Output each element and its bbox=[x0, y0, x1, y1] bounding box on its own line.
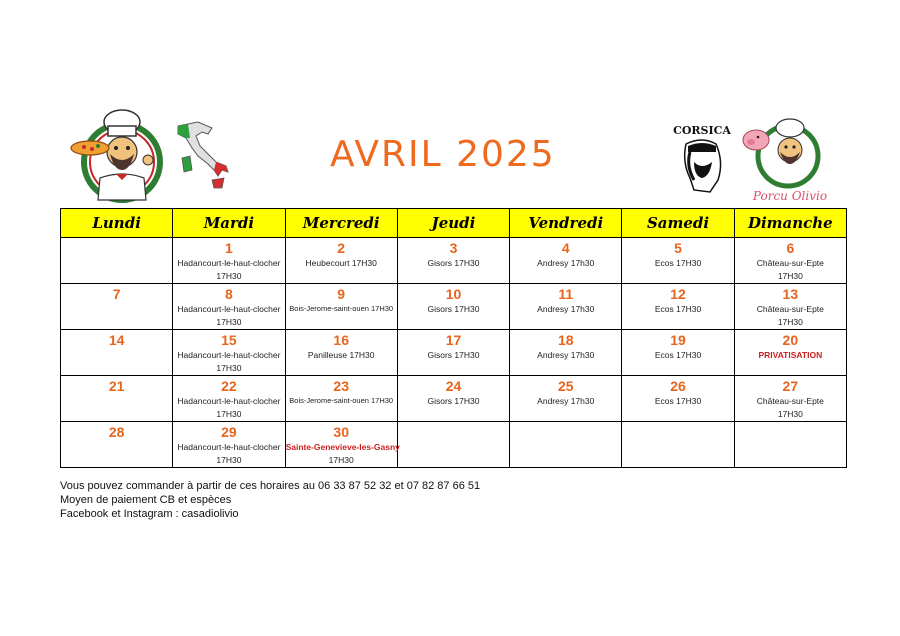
calendar-day-cell bbox=[734, 376, 846, 422]
day-number: 2 bbox=[337, 240, 346, 256]
calendar-day-cell bbox=[61, 376, 173, 422]
calendar-day-cell bbox=[173, 330, 285, 376]
day-number: 15 bbox=[221, 332, 237, 348]
location-text: Ecos 17H30 bbox=[654, 350, 702, 360]
chef-pizza-logo bbox=[70, 108, 162, 204]
day-number: 6 bbox=[786, 240, 795, 256]
day-number: 21 bbox=[108, 378, 125, 394]
day-number: 18 bbox=[557, 332, 574, 348]
location-text: Panilleuse 17H30 bbox=[307, 350, 375, 360]
time-text: 17H30 bbox=[216, 271, 242, 281]
calendar-day-cell bbox=[61, 330, 173, 376]
calendar-day-cell bbox=[397, 330, 509, 376]
time-text: 17H30 bbox=[216, 455, 242, 465]
day-number: 27 bbox=[782, 378, 799, 394]
calendar-week-row bbox=[61, 238, 847, 284]
day-number: 4 bbox=[561, 240, 570, 256]
calendar-day-cell bbox=[397, 284, 509, 330]
location-text: Ecos 17H30 bbox=[654, 258, 702, 268]
signature-logo-text: Porcu Olivio bbox=[752, 189, 828, 203]
calendar-day-cell bbox=[285, 422, 400, 468]
location-text: Hadancourt-le-haut-clocher bbox=[177, 350, 281, 360]
weekday-header: Dimanche bbox=[734, 209, 846, 238]
page-title: AVRIL 2025 bbox=[330, 134, 556, 175]
calendar-day-cell bbox=[510, 422, 622, 468]
calendar-day-cell bbox=[285, 284, 397, 330]
location-text: Bois-Jerome-saint-ouen 17H30 bbox=[289, 304, 394, 313]
calendar-day-cell bbox=[61, 284, 173, 330]
location-text: Gisors 17H30 bbox=[427, 350, 480, 360]
location-text: Bois-Jerome-saint-ouen 17H30 bbox=[289, 396, 394, 405]
location-text: Hadancourt-le-haut-clocher bbox=[177, 442, 281, 452]
day-number: 28 bbox=[108, 424, 125, 440]
day-number: 14 bbox=[108, 332, 125, 348]
day-number: 20 bbox=[782, 332, 799, 348]
calendar-day-cell bbox=[173, 284, 285, 330]
calendar-day-cell bbox=[734, 330, 846, 376]
location-text: Château-sur-Epte bbox=[756, 396, 824, 406]
calendar-table bbox=[60, 208, 847, 468]
calendar-day-cell bbox=[61, 238, 173, 284]
day-number: 22 bbox=[221, 378, 237, 394]
calendar-day-cell bbox=[734, 422, 846, 468]
calendar-day-cell bbox=[285, 330, 397, 376]
location-text: Gisors 17H30 bbox=[427, 304, 480, 314]
time-text: 17H30 bbox=[777, 317, 803, 327]
calendar-body bbox=[61, 238, 847, 468]
weekday-header: Mardi bbox=[173, 209, 285, 238]
calendar-day-cell bbox=[622, 376, 734, 422]
weekday-header: Jeudi bbox=[397, 209, 509, 238]
time-text: 17H30 bbox=[216, 363, 242, 373]
day-number: 19 bbox=[670, 332, 686, 348]
location-text: Andresy 17h30 bbox=[537, 350, 595, 360]
location-text: Andresy 17h30 bbox=[537, 258, 595, 268]
location-text: Gisors 17H30 bbox=[427, 396, 480, 406]
calendar-day-cell bbox=[510, 284, 622, 330]
location-text: Andresy 17h30 bbox=[537, 396, 595, 406]
calendar-day-cell bbox=[397, 422, 509, 468]
day-number: 26 bbox=[670, 378, 686, 394]
footer-info bbox=[60, 479, 480, 521]
location-text: Ecos 17H30 bbox=[654, 396, 702, 406]
calendar-day-cell bbox=[285, 238, 397, 284]
social-text: Facebook et Instagram : casadiolivio bbox=[60, 508, 239, 520]
payment-text: Moyen de paiement CB et espèces bbox=[60, 494, 232, 506]
time-text: 17H30 bbox=[777, 409, 803, 419]
location-text: Hadancourt-le-haut-clocher bbox=[177, 304, 281, 314]
location-text: Heubecourt 17H30 bbox=[305, 258, 377, 268]
calendar-day-cell bbox=[734, 284, 846, 330]
corsica-logo-text: CORSICA bbox=[673, 124, 731, 137]
weekday-header: Samedi bbox=[622, 209, 734, 238]
italy-map-logo bbox=[172, 118, 236, 194]
calendar-day-cell bbox=[397, 376, 509, 422]
calendar-day-cell bbox=[510, 330, 622, 376]
calendar-day-cell bbox=[173, 376, 285, 422]
location-text: Ecos 17H30 bbox=[654, 304, 702, 314]
order-phone-text: Vous pouvez commander à partir de ces horaires au 06 33 87 52 32 et 07 82 87 66 51 bbox=[60, 480, 481, 492]
day-number: 1 bbox=[225, 240, 233, 256]
weekday-header-row bbox=[61, 209, 847, 238]
location-text: Château-sur-Epte bbox=[756, 304, 824, 314]
day-number: 17 bbox=[445, 332, 462, 348]
calendar-day-cell bbox=[397, 238, 509, 284]
day-number: 12 bbox=[670, 286, 686, 302]
calendar-day-cell bbox=[285, 376, 397, 422]
location-text: PRIVATISATION bbox=[758, 350, 823, 360]
calendar-day-cell bbox=[622, 330, 734, 376]
chef-pig-logo bbox=[738, 118, 838, 206]
weekday-header: Mercredi bbox=[285, 209, 397, 238]
calendar-day-cell bbox=[510, 238, 622, 284]
day-number: 25 bbox=[557, 378, 574, 394]
calendar-day-cell bbox=[622, 422, 734, 468]
day-number: 24 bbox=[445, 378, 462, 394]
corsica-head-logo bbox=[673, 122, 731, 194]
calendar-week-row bbox=[61, 284, 847, 330]
day-number: 9 bbox=[337, 286, 346, 302]
location-text: Gisors 17H30 bbox=[427, 258, 480, 268]
calendar-day-cell bbox=[510, 376, 622, 422]
day-number: 10 bbox=[445, 286, 462, 302]
calendar-day-cell bbox=[173, 422, 285, 468]
location-text: Château-sur-Epte bbox=[756, 258, 824, 268]
location-text: Hadancourt-le-haut-clocher bbox=[177, 396, 281, 406]
time-text: 17H30 bbox=[328, 455, 354, 465]
day-number: 3 bbox=[449, 240, 458, 256]
weekday-header: Lundi bbox=[61, 209, 173, 238]
calendar-day-cell bbox=[61, 422, 173, 468]
calendar-day-cell bbox=[173, 238, 285, 284]
day-number: 29 bbox=[221, 424, 237, 440]
location-text: Sainte-Genevieve-les-Gasny bbox=[285, 442, 400, 452]
time-text: 17H30 bbox=[777, 271, 803, 281]
day-number: 11 bbox=[558, 286, 574, 302]
calendar-day-cell bbox=[622, 284, 734, 330]
location-text: Hadancourt-le-haut-clocher bbox=[177, 258, 281, 268]
calendar-day-cell bbox=[622, 238, 734, 284]
day-number: 23 bbox=[333, 378, 349, 394]
time-text: 17H30 bbox=[216, 317, 242, 327]
day-number: 8 bbox=[225, 286, 233, 302]
day-number: 5 bbox=[674, 240, 682, 256]
calendar-week-row bbox=[61, 376, 847, 422]
day-number: 16 bbox=[333, 332, 349, 348]
day-number: 7 bbox=[112, 286, 121, 302]
day-number: 13 bbox=[782, 286, 799, 302]
day-number: 30 bbox=[333, 424, 349, 440]
location-text: Andresy 17h30 bbox=[537, 304, 595, 314]
calendar-week-row bbox=[61, 422, 847, 468]
calendar-day-cell bbox=[734, 238, 846, 284]
time-text: 17H30 bbox=[216, 409, 242, 419]
calendar-week-row bbox=[61, 330, 847, 376]
weekday-header: Vendredi bbox=[510, 209, 622, 238]
